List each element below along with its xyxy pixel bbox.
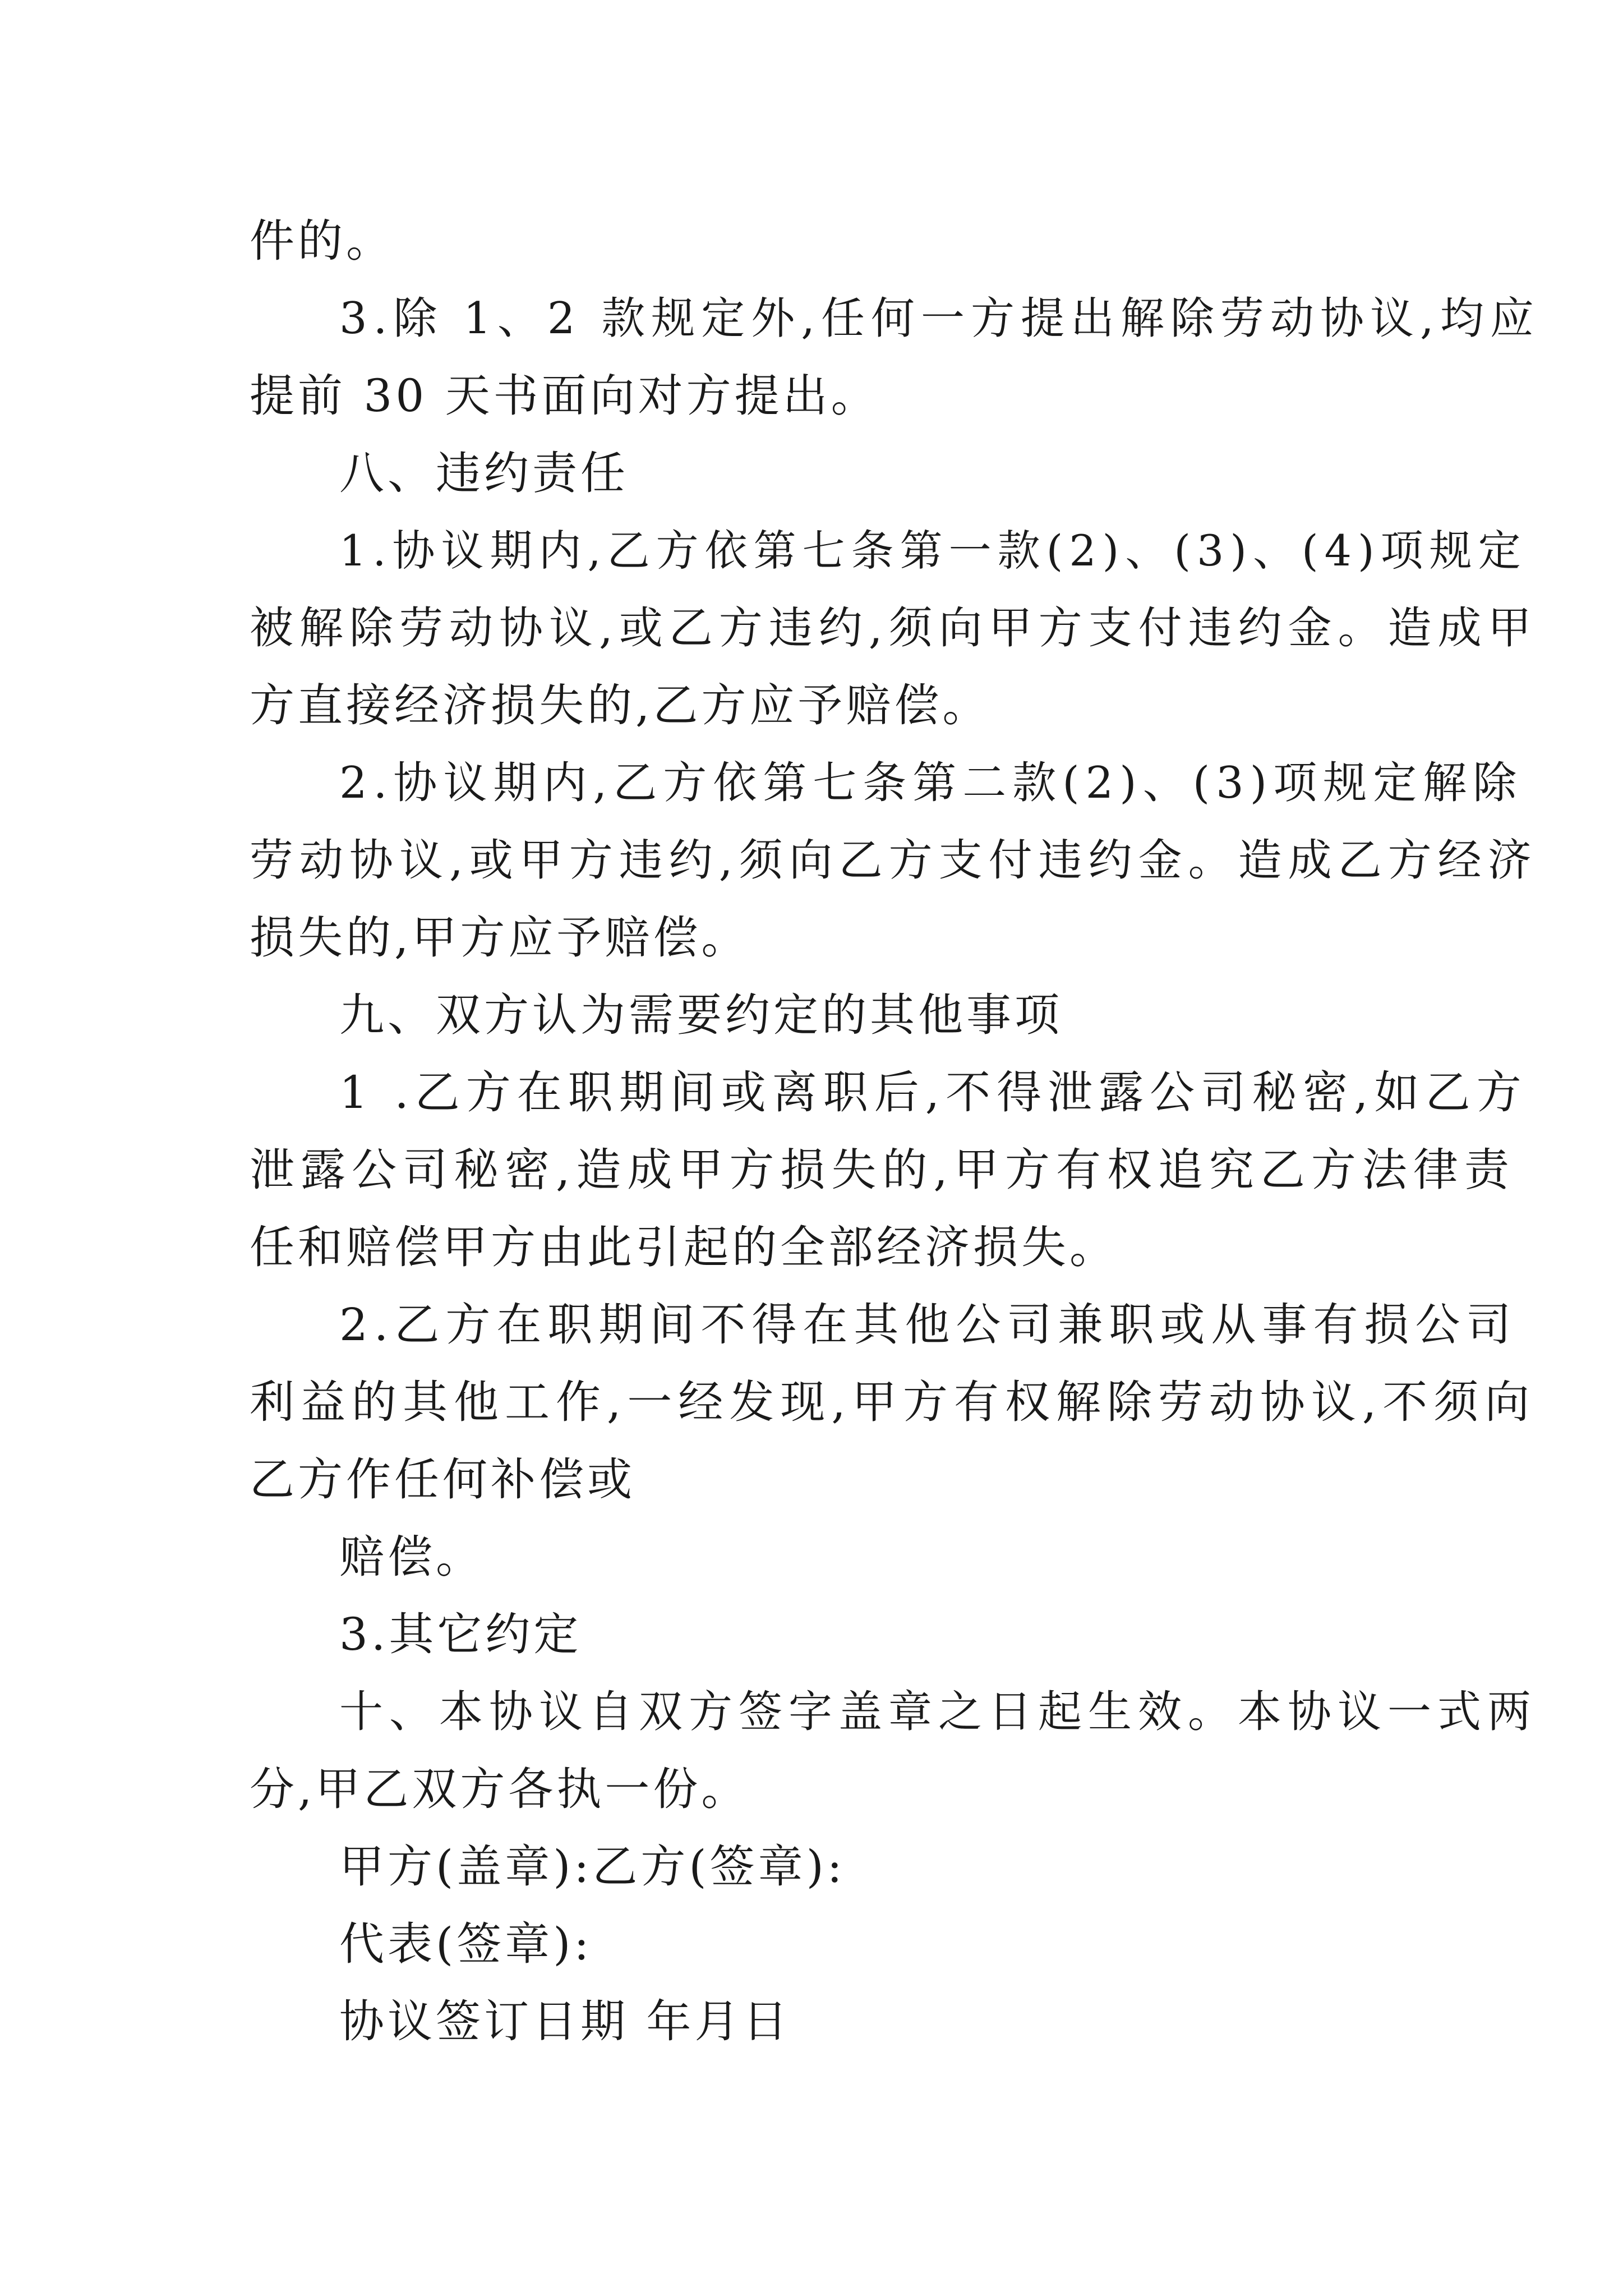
text-line: 2.协议期内,乙方依第七条第二款(2)、(3)项规定解除: [339, 758, 1523, 808]
text-line: 件的。: [250, 215, 394, 267]
section-heading: 十、本协议自双方签字盖章之日起生效。本协议一式两: [339, 1687, 1538, 1737]
text-line: 2.乙方在职期间不得在其他公司兼职或从事有损公司: [339, 1299, 1518, 1351]
signature-line-parties: 甲方(盖章):乙方(签章):: [339, 1841, 846, 1893]
text-line: 1.协议期内,乙方依第七条第一款(2)、(3)、(4)项规定: [339, 526, 1527, 576]
text-line: 3.除 1、2 款规定外,任何一方提出解除劳动协议,均应: [339, 293, 1540, 344]
section-heading: 八、违约责任: [339, 447, 629, 499]
text-line: 损失的,甲方应予赔偿。: [250, 912, 750, 964]
signing-date-line: 协议签订日期 年月日: [339, 1995, 791, 2047]
signature-line-representative: 代表(签章):: [339, 1918, 593, 1970]
section-heading: 九、双方认为需要约定的其他事项: [339, 989, 1063, 1041]
text-line: 劳动协议,或甲方违约,须向乙方支付违约金。造成乙方经济: [250, 835, 1538, 886]
text-line: 任和赔偿甲方由此引起的全部经济损失。: [250, 1221, 1118, 1273]
text-line: 利益的其他工作,一经发现,甲方有权解除劳动协议,不须向: [250, 1376, 1536, 1428]
text-line: 泄露公司秘密,造成甲方损失的,甲方有权追究乙方法律责: [250, 1144, 1515, 1196]
text-line: 提前 30 天书面向对方提出。: [250, 370, 879, 422]
text-line: 方直接经济损失的,乙方应予赔偿。: [250, 679, 991, 731]
text-line: 乙方作任何补偿或: [250, 1453, 635, 1506]
text-line: 3.其它约定: [339, 1608, 582, 1660]
text-line: 被解除劳动协议,或乙方违约,须向甲方支付违约金。造成甲: [250, 603, 1538, 654]
text-line: 1 .乙方在职期间或离职后,不得泄露公司秘密,如乙方: [339, 1066, 1528, 1119]
text-line: 分,甲乙双方各执一份。: [250, 1763, 750, 1815]
text-line: 赔偿。: [339, 1531, 484, 1583]
